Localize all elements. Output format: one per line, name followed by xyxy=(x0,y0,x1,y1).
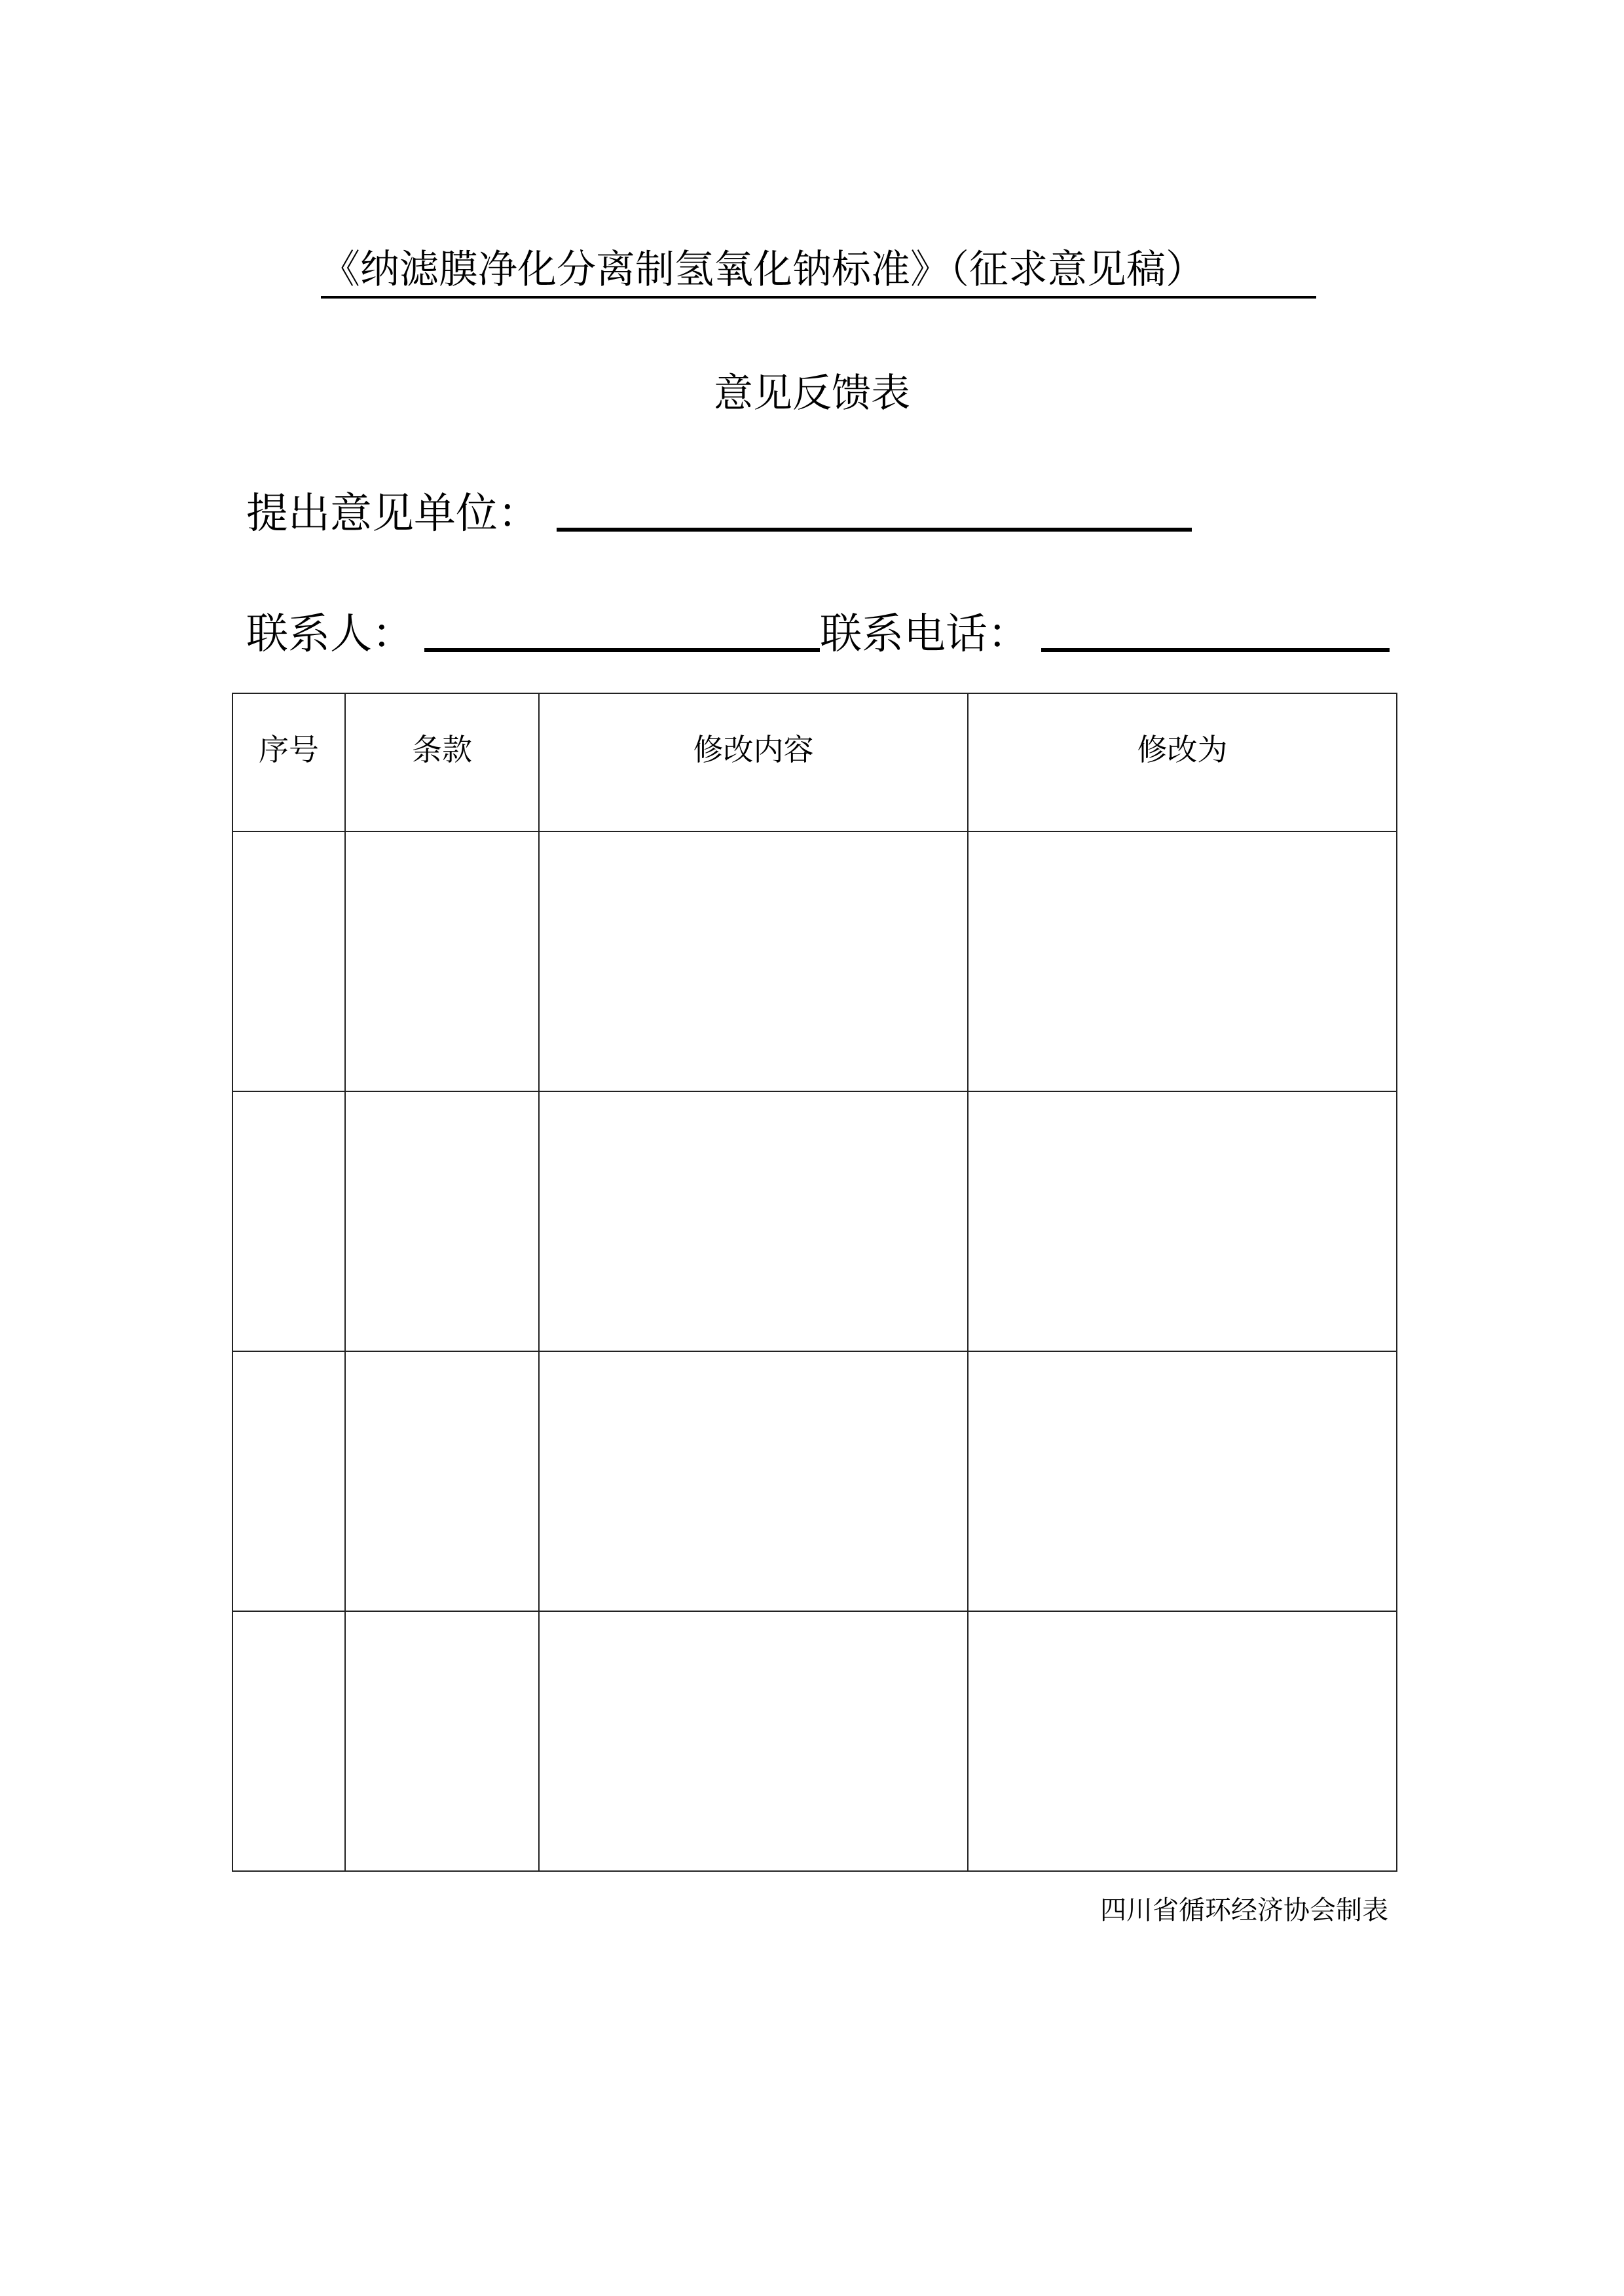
unit-label: 提出意见单位： xyxy=(246,490,540,538)
table-row xyxy=(232,1091,1397,1351)
cell-revision[interactable] xyxy=(968,831,1397,1091)
table-header-row xyxy=(232,693,1397,831)
cell-clause[interactable] xyxy=(345,1351,539,1611)
table-row xyxy=(232,1351,1397,1611)
header-index-label: 序号 xyxy=(259,732,319,767)
footer-issuer: 四川省循环经济协会制表 xyxy=(1100,1895,1388,1925)
contact-input-line[interactable] xyxy=(424,648,820,652)
header-cell-index xyxy=(232,693,345,831)
header-revision-label: 修改为 xyxy=(1137,732,1228,767)
cell-revision[interactable] xyxy=(968,1351,1397,1611)
header-cell-content xyxy=(539,693,968,831)
cell-index[interactable] xyxy=(232,1351,345,1611)
contact-label: 联系人： xyxy=(246,610,414,659)
cell-clause[interactable] xyxy=(345,1611,539,1871)
table-row xyxy=(232,1611,1397,1871)
header-cell-clause xyxy=(345,693,539,831)
cell-revision[interactable] xyxy=(968,1611,1397,1871)
unit-input-line[interactable] xyxy=(557,528,1192,532)
cell-revision[interactable] xyxy=(968,1091,1397,1351)
header-content-label: 修改内容 xyxy=(693,732,814,767)
header-clause-label: 条款 xyxy=(412,732,472,767)
cell-clause[interactable] xyxy=(345,831,539,1091)
feedback-table-container xyxy=(232,693,1396,1871)
feedback-table xyxy=(232,693,1397,1872)
cell-content[interactable] xyxy=(539,1351,968,1611)
title-underline xyxy=(321,296,1316,299)
cell-index[interactable] xyxy=(232,1091,345,1351)
cell-content[interactable] xyxy=(539,1091,968,1351)
document-title: 《纳滤膜净化分离制氢氧化钠标准》（征求意见稿） xyxy=(321,247,1205,293)
header-cell-revision xyxy=(968,693,1397,831)
cell-content[interactable] xyxy=(539,831,968,1091)
cell-clause[interactable] xyxy=(345,1091,539,1351)
phone-label: 联系电话： xyxy=(820,610,1029,659)
form-subtitle: 意见反馈表 xyxy=(714,371,910,416)
phone-input-line[interactable] xyxy=(1041,648,1390,652)
cell-content[interactable] xyxy=(539,1611,968,1871)
cell-index[interactable] xyxy=(232,1611,345,1871)
cell-index[interactable] xyxy=(232,831,345,1091)
table-row xyxy=(232,831,1397,1091)
